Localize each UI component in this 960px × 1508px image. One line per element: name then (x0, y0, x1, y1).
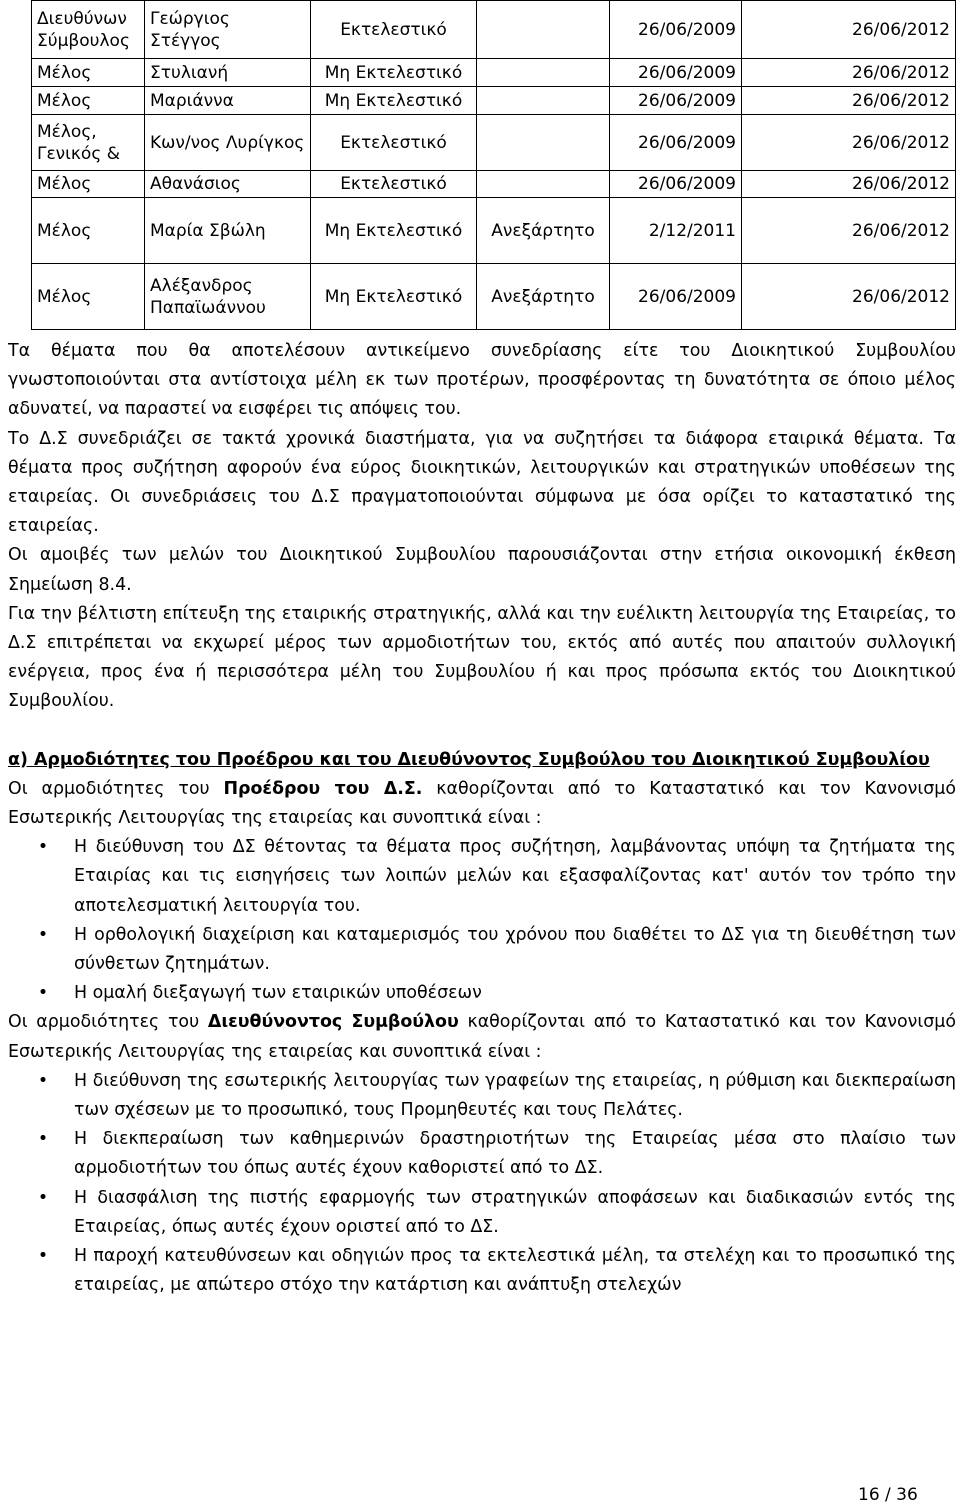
term-end-cell: 26/06/2012 (742, 171, 956, 198)
term-start-cell: 26/06/2009 (610, 87, 742, 115)
list-item-text: Η διεύθυνση της εσωτερικής λειτουργίας των γραφείων της εταιρείας, η ρύθμιση και διεκπεραίωση των σχέσεων με το προσωπικό, τους Προμηθευτές και τους Πελάτες. (74, 1070, 956, 1121)
member-type-cell: Μη Εκτελεστικό (311, 198, 477, 264)
member-role-cell: Μέλος (32, 171, 145, 198)
ceo-intro (8, 1008, 956, 1066)
term-end-cell: 26/06/2012 (742, 1, 956, 59)
list-item-text: Η διεύθυνση του ΔΣ θέτοντας τα θέματα προς συζήτηση, λαμβάνοντας υπόψη τα ζητήματα της Εταιρίας και τις εισηγήσεις των λοιπών μελών και εξασφαλίζοντας κατ' αυτόν τον τρόπο την αποτελεσματική λειτουργία του. (74, 837, 956, 916)
term-start-cell: 26/06/2009 (610, 264, 742, 330)
paragraph-delegation: Για την βέλτιστη επίτευξη της εταιρικής στρατηγικής, αλλά και την ευέλικτη λειτουργία της Εταιρείας, το Δ.Σ επιτρέπεται να εκχωρεί μέρος των αρμοδιοτήτων του, εκτός από αυτές που απαιτούν συλλογική ενέργεια, προς ένα ή περισσότερα μέλη του Συμβουλίου ή και προς πρόσωπα εκτός του Διοικητικού Συμβουλίου. (8, 603, 956, 712)
bullet-icon: • (37, 1129, 49, 1150)
list-item (8, 979, 956, 1008)
member-name-cell: Μαριάννα (145, 87, 311, 115)
ceo-duties-list (8, 1067, 956, 1301)
table-row (32, 115, 956, 171)
chair-intro-bold: Προέδρου του Δ.Σ. (223, 778, 423, 799)
member-name-cell: Μαρία Σβώλη (145, 198, 311, 264)
term-start-cell: 26/06/2009 (610, 59, 742, 87)
member-independence-cell: Ανεξάρτητο (477, 198, 610, 264)
member-role-cell: Διευθύνων Σύμβουλος (32, 1, 145, 59)
member-type-cell: Εκτελεστικό (311, 1, 477, 59)
ceo-intro-bold: Διευθύνοντος Συμβούλου (207, 1012, 459, 1033)
term-start-cell: 26/06/2009 (610, 115, 742, 171)
term-start-cell: 26/06/2009 (610, 171, 742, 198)
list-item-text: Η διεκπεραίωση των καθημερινών δραστηριοτήτων της Εταιρείας μέσα στο πλαίσιο των αρμοδιοτήτων του όπως αυτές έχουν καθοριστεί από το ΔΣ. (74, 1129, 956, 1179)
bullet-icon: • (37, 1187, 49, 1208)
member-independence-cell (477, 1, 610, 59)
member-type-cell: Μη Εκτελεστικό (311, 59, 477, 87)
bullet-icon: • (37, 1246, 49, 1267)
member-type-cell: Εκτελεστικό (311, 171, 477, 198)
term-end-cell: 26/06/2012 (742, 59, 956, 87)
board-members-table (31, 0, 956, 330)
chair-intro-pre: Οι αρμοδιότητες του (8, 778, 224, 799)
chair-intro (8, 775, 956, 833)
list-item (8, 921, 956, 979)
table-row (32, 264, 956, 330)
chair-duties-list (8, 833, 956, 1008)
member-name-cell: Κων/νος Λυρίγκος (145, 115, 311, 171)
term-end-cell: 26/06/2012 (742, 198, 956, 264)
member-role-cell: Μέλος (32, 59, 145, 87)
spacer (8, 717, 956, 746)
bullet-icon: • (37, 924, 49, 945)
bullet-icon: • (37, 983, 49, 1004)
table-row (32, 87, 956, 115)
member-independence-cell (477, 171, 610, 198)
member-name-cell: Αθανάσιος (145, 171, 311, 198)
list-item-text: Η παροχή κατευθύνσεων και οδηγιών προς τα εκτελεστικά μέλη, τα στελέχη και το προσωπικό της εταιρείας, με απώτερο στόχο την κατάρτιση και ανάπτυξη στελεχών (74, 1246, 956, 1296)
list-item-text: Η ομαλή διεξαγωγή των εταιρικών υποθέσεων (74, 983, 482, 1004)
member-independence-cell: Ανεξάρτητο (477, 264, 610, 330)
list-item (8, 833, 956, 921)
ceo-intro-pre: Οι αρμοδιότητες του (8, 1012, 208, 1033)
member-name-cell: Γεώργιος Στέγγος (145, 1, 311, 59)
list-item (8, 1242, 956, 1300)
board-members-table-body (32, 1, 956, 330)
chair-intro-post: καθορίζονται από το Καταστατικό και τον Κανονισμό Εσωτερικής Λειτουργίας της εταιρείας και συνοπτικά είναι : (8, 778, 956, 829)
list-item (8, 1125, 956, 1183)
member-independence-cell (477, 87, 610, 115)
list-item (8, 1184, 956, 1242)
list-item-text: Η διασφάλιση της πιστής εφαρμογής των στρατηγικών αποφάσεων και διαδικασιών εντός της Εταιρείας, όπως αυτές έχουν οριστεί από το ΔΣ. (74, 1187, 956, 1237)
list-item-text: Η ορθολογική διαχείριση και καταμερισμός του χρόνου που διαθέτει το ΔΣ για τη διευθέτηση των σύνθετων ζητημάτων. (74, 924, 956, 975)
ceo-intro-post: καθορίζονται από το Καταστατικό και τον Κανονισμό Εσωτερικής Λειτουργίας της εταιρείας και συνοπτικά είναι : (8, 1012, 956, 1062)
member-independence-cell (477, 59, 610, 87)
page-number: 16 / 36 (858, 1485, 918, 1505)
bullet-icon: • (37, 1070, 49, 1091)
term-end-cell: 26/06/2012 (742, 87, 956, 115)
member-independence-cell (477, 115, 610, 171)
paragraph-meeting-topics: Τα θέματα που θα αποτελέσουν αντικείμενο συνεδρίασης είτε του Διοικητικού Συμβουλίου γνωστοποιούνται στα αντίστοιχα μέλη εκ των προτέρων, προσφέροντας τη δυνατότητα σε όποιο μέλος αδυνατεί, να παραστεί να εισφέρει τις απόψεις του. (8, 341, 956, 420)
list-item (8, 1067, 956, 1125)
member-type-cell: Μη Εκτελεστικό (311, 87, 477, 115)
paragraph-board-meetings: Το Δ.Σ συνεδριάζει σε τακτά χρονικά διαστήματα, για να συζητήσει τα διάφορα εταιρικά θέματα. Τα θέματα προς συζήτηση αφορούν ένα εύρος διοικητικών, λειτουργικών και στρατηγικών υποθέσεων της εταιρείας. Οι συνεδριάσεις του Δ.Σ πραγματοποιούνται σύμφωνα με όσα ορίζει το καταστατικό της εταιρείας. (8, 428, 956, 537)
member-type-cell: Μη Εκτελεστικό (311, 264, 477, 330)
table-row (32, 59, 956, 87)
table-row (32, 171, 956, 198)
term-start-cell: 2/12/2011 (610, 198, 742, 264)
section-heading: α) Αρμοδιότητες του Προέδρου και του Διευθύνοντος Συμβούλου του Διοικητικού Συμβουλίου (8, 749, 930, 770)
term-end-cell: 26/06/2012 (742, 115, 956, 171)
member-role-cell: Μέλος (32, 87, 145, 115)
bullet-icon: • (37, 837, 49, 858)
member-role-cell: Μέλος (32, 264, 145, 330)
table-row (32, 1, 956, 59)
member-type-cell: Εκτελεστικό (311, 115, 477, 171)
document-body (8, 337, 956, 1301)
term-start-cell: 26/06/2009 (610, 1, 742, 59)
member-name-cell: Στυλιανή (145, 59, 311, 87)
paragraph-board-remuneration: Οι αμοιβές των μελών του Διοικητικού Συμβουλίου παρουσιάζονται στην ετήσια οικονομική έκθεση Σημείωση 8.4. (8, 545, 956, 595)
member-role-cell: Μέλος (32, 198, 145, 264)
term-end-cell: 26/06/2012 (742, 264, 956, 330)
member-role-cell: Μέλος, Γενικός & (32, 115, 145, 171)
member-name-cell: Αλέξανδρος Παπαϊωάννου (145, 264, 311, 330)
table-row (32, 198, 956, 264)
